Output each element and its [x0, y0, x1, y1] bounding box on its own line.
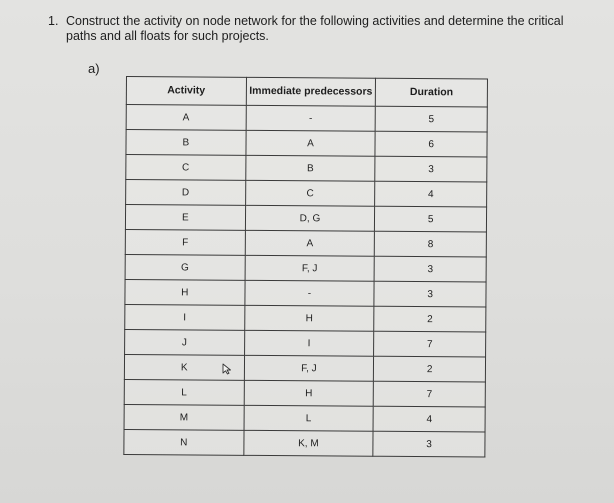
duration-cell: 6	[375, 131, 487, 157]
question-text: Construct the activity on node network for the following activities and determine the critical paths and all floats for such projects.	[66, 14, 564, 43]
predecessors-cell: H	[244, 305, 374, 331]
activity-cell: C	[126, 155, 246, 181]
table-row	[126, 105, 487, 133]
duration-cell: 4	[375, 181, 487, 207]
header-predecessors: Immediate predecessors	[246, 77, 376, 106]
activity-cell: D	[126, 180, 246, 206]
activity-cell: E	[125, 205, 245, 231]
predecessors-cell: H	[244, 380, 374, 406]
table-row	[124, 404, 485, 432]
question-heading	[48, 14, 588, 44]
predecessors-cell: -	[246, 105, 376, 131]
activity-cell: K	[124, 354, 244, 380]
duration-cell: 2	[374, 306, 486, 332]
activity-table	[123, 76, 488, 458]
table-row	[125, 329, 486, 357]
table-row	[125, 229, 486, 257]
header-duration: Duration	[376, 78, 488, 107]
activity-cell: N	[124, 429, 244, 455]
predecessors-cell: L	[244, 405, 374, 431]
table-header-row	[126, 77, 487, 108]
activity-cell: L	[124, 379, 244, 405]
mouse-pointer-icon	[222, 362, 232, 380]
activity-cell: B	[126, 130, 246, 156]
predecessors-cell: B	[245, 155, 375, 181]
predecessors-cell: F, J	[245, 255, 375, 281]
duration-cell: 7	[374, 331, 486, 357]
duration-cell: 3	[374, 281, 486, 307]
table-row	[124, 354, 485, 382]
activity-cell: J	[125, 329, 245, 355]
duration-cell: 3	[373, 431, 485, 457]
predecessors-cell: F, J	[244, 355, 374, 381]
table-row	[126, 180, 487, 208]
table-row	[125, 254, 486, 282]
predecessors-cell: A	[245, 230, 375, 256]
question-number: 1.	[48, 14, 59, 28]
duration-cell: 5	[375, 106, 487, 132]
activity-cell: A	[126, 105, 246, 131]
predecessors-cell: -	[245, 280, 375, 306]
activity-cell: G	[125, 254, 245, 280]
table-row	[125, 205, 486, 233]
activity-cell: H	[125, 279, 245, 305]
predecessors-cell: K, M	[243, 430, 373, 456]
table-row	[124, 429, 485, 457]
table-row	[125, 304, 486, 332]
table-row	[125, 279, 486, 307]
table-row	[126, 130, 487, 158]
duration-cell: 7	[374, 381, 486, 407]
duration-cell: 8	[375, 231, 487, 257]
duration-cell: 3	[375, 156, 487, 182]
predecessors-cell: C	[245, 180, 375, 206]
duration-cell: 3	[374, 256, 486, 282]
activity-cell: F	[125, 229, 245, 255]
activity-cell: M	[124, 404, 244, 430]
duration-cell: 2	[374, 356, 486, 382]
table-row	[124, 379, 485, 407]
predecessors-cell: A	[246, 130, 376, 156]
duration-cell: 4	[373, 406, 485, 432]
table-row	[126, 155, 487, 183]
activity-cell: I	[125, 304, 245, 330]
part-label: a)	[88, 61, 100, 76]
duration-cell: 5	[375, 206, 487, 232]
header-activity: Activity	[126, 77, 246, 106]
predecessors-cell: D, G	[245, 205, 375, 231]
predecessors-cell: I	[244, 330, 374, 356]
